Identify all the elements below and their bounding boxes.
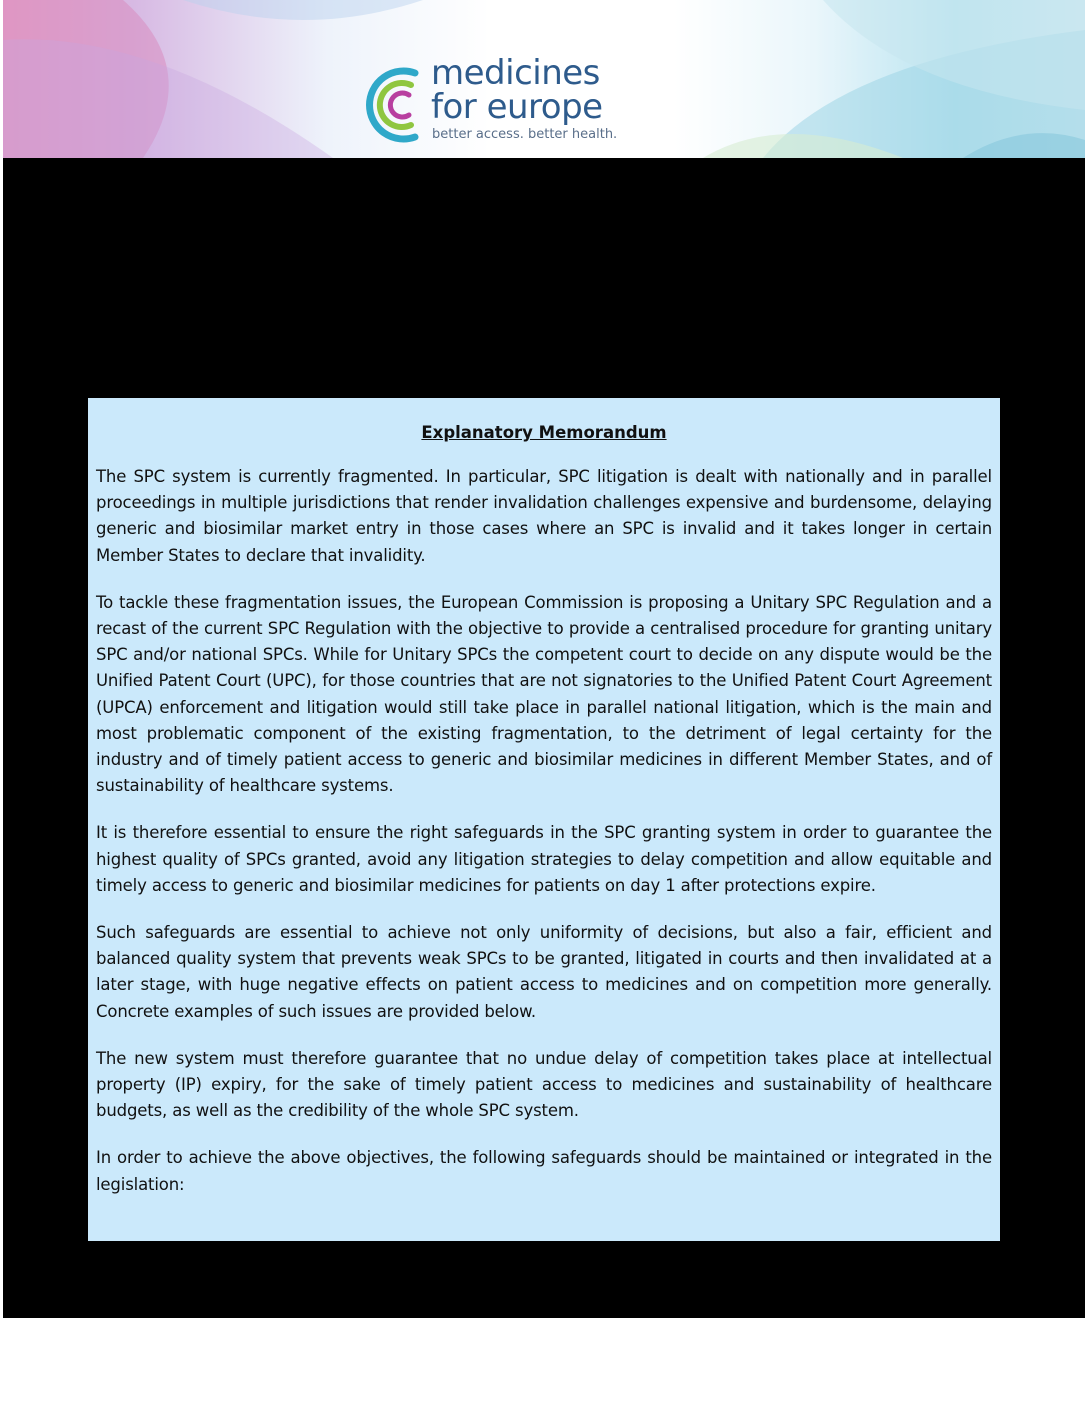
logo-text-europe: europe — [486, 87, 603, 127]
logo-text-for: for — [431, 87, 477, 127]
explanatory-memorandum-box — [88, 398, 1000, 1241]
logo-text-medicines: medicines — [431, 53, 600, 93]
memo-paragraph: To tackle these fragmentation issues, the European Commission is proposing a Unitary SPC Regulation and a recast of the current SPC Regulation with the objective to provide a centralised procedure for granting unitary SPC and/or national SPCs. While for Unitary SPCs the competent court to decide on any dispute would be the Unified Patent Court (UPC), for those countries that are not signatories to the Unified Patent Court Agreement (UPCA) enforcement and litigation would still take place in parallel national litigation, which is the main and most problematic component of the existing fragmentation, to the detriment of legal certainty for the industry and of timely patient access to generic and biosimilar medicines in different Member States, and of sustainability of healthcare systems. — [96, 592, 992, 796]
header-banner — [3, 0, 1085, 158]
logo-text-for-europe — [431, 89, 603, 125]
memo-paragraph: The SPC system is currently fragmented. In particular, SPC litigation is dealt with nationally and in parallel proceedings in multiple jurisdictions that render invalidation challenges expensive and burdensome, delaying generic and biosimilar market entry in those cases where an SPC is invalid and it takes longer in certain Member States to declare that invalidity. — [96, 467, 992, 565]
logo-mark-icon — [365, 65, 425, 145]
logo-tagline: better access. better health. — [432, 127, 618, 142]
medicines-for-europe-logo — [365, 55, 625, 147]
memo-paragraph: Such safeguards are essential to achieve not only uniformity of decisions, but also a fair, efficient and balanced quality system that prevents weak SPCs to be granted, litigated in courts and then invalidated at a later stage, with huge negative effects on patient access to medicines and on competition more generally. Concrete examples of such issues are provided below. — [96, 923, 992, 1021]
memo-paragraph: The new system must therefore guarantee that no undue delay of competition takes place at intellectual property (IP) expiry, for the sake of timely patient access to medicines and sustainability of healthcare budgets, as well as the credibility of the whole SPC system. — [96, 1048, 992, 1121]
memo-paragraph: It is therefore essential to ensure the right safeguards in the SPC granting system in order to guarantee the highest quality of SPCs granted, avoid any litigation strategies to delay competition and allow equitable and timely access to generic and biosimilar medicines for patients on day 1 after protections expire. — [96, 823, 992, 895]
memo-title: Explanatory Memorandum — [421, 423, 667, 442]
memo-paragraph: In order to achieve the above objectives, the following safeguards should be maintained or integrated in the legislation: — [96, 1148, 992, 1194]
